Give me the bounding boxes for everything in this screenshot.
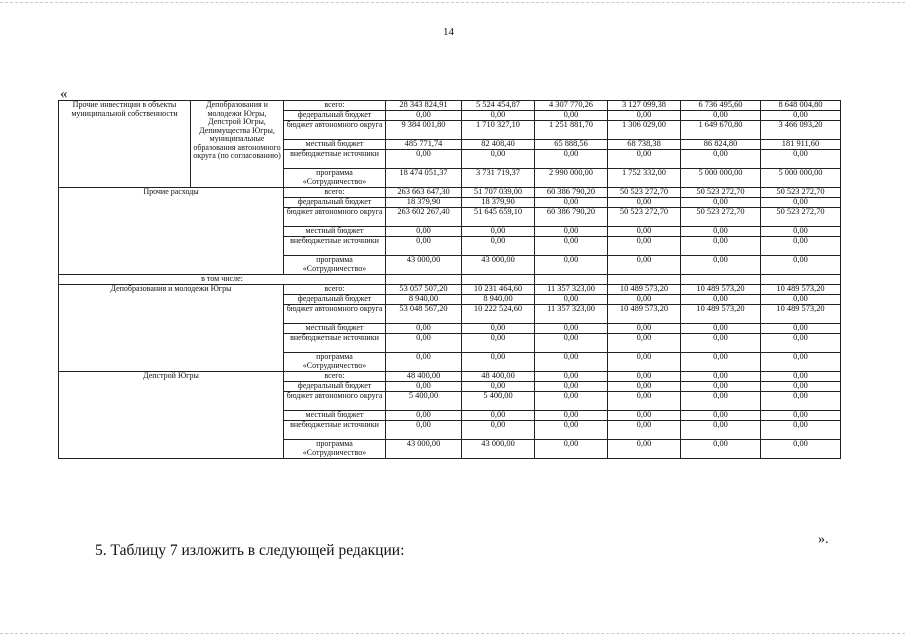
value-cell: 43 000,00 bbox=[386, 256, 462, 275]
executor-cell: Депобразования и молодежи Югры, Депстрой Югры, Депимущества Югры, муниципальные образования автономного округа (по согласованию) bbox=[191, 101, 284, 188]
including-row bbox=[59, 275, 841, 285]
source-label-cell: программа «Сотрудничество» bbox=[284, 169, 386, 188]
value-cell: 0,00 bbox=[386, 237, 462, 256]
value-cell: 4 307 770,26 bbox=[535, 101, 608, 111]
value-cell: 0,00 bbox=[681, 421, 761, 440]
value-cell: 1 251 881,70 bbox=[535, 121, 608, 140]
value-cell: 0,00 bbox=[761, 353, 841, 372]
value-cell: 0,00 bbox=[681, 334, 761, 353]
value-cell: 0,00 bbox=[535, 440, 608, 459]
table-row bbox=[59, 188, 841, 198]
value-cell: 0,00 bbox=[386, 353, 462, 372]
value-cell: 0,00 bbox=[535, 411, 608, 421]
source-label-cell: федеральный бюджет bbox=[284, 111, 386, 121]
value-cell: 0,00 bbox=[462, 227, 535, 237]
value-cell: 68 738,38 bbox=[608, 140, 681, 150]
value-cell: 60 386 790,20 bbox=[535, 188, 608, 198]
empty-cell bbox=[608, 275, 681, 285]
value-cell: 82 408,40 bbox=[462, 140, 535, 150]
value-cell: 0,00 bbox=[462, 237, 535, 256]
value-cell: 0,00 bbox=[386, 382, 462, 392]
source-label-cell: бюджет автономного округа bbox=[284, 208, 386, 227]
value-cell: 0,00 bbox=[761, 198, 841, 208]
value-cell: 5 000 000,00 bbox=[681, 169, 761, 188]
value-cell: 0,00 bbox=[761, 111, 841, 121]
empty-cell bbox=[761, 275, 841, 285]
value-cell: 0,00 bbox=[681, 198, 761, 208]
closing-quote: ». bbox=[818, 532, 829, 547]
value-cell: 0,00 bbox=[608, 237, 681, 256]
value-cell: 50 523 272,70 bbox=[608, 208, 681, 227]
source-label-cell: внебюджетные источники bbox=[284, 334, 386, 353]
value-cell: 3 731 719,37 bbox=[462, 169, 535, 188]
source-label-cell: бюджет автономного округа bbox=[284, 392, 386, 411]
source-label-cell: программа «Сотрудничество» bbox=[284, 440, 386, 459]
value-cell: 0,00 bbox=[608, 440, 681, 459]
value-cell: 0,00 bbox=[535, 382, 608, 392]
value-cell: 0,00 bbox=[608, 324, 681, 334]
instruction-text: 5. Таблицу 7 изложить в следующей редакции: bbox=[95, 542, 405, 559]
table-row bbox=[59, 285, 841, 295]
value-cell: 10 489 573,20 bbox=[681, 285, 761, 295]
value-cell: 0,00 bbox=[681, 227, 761, 237]
value-cell: 50 523 272,70 bbox=[608, 188, 681, 198]
source-label-cell: внебюджетные источники bbox=[284, 421, 386, 440]
value-cell: 11 357 323,00 bbox=[535, 305, 608, 324]
table-row bbox=[59, 101, 841, 111]
value-cell: 48 400,00 bbox=[462, 372, 535, 382]
value-cell: 60 386 790,20 bbox=[535, 208, 608, 227]
value-cell: 263 602 267,40 bbox=[386, 208, 462, 227]
value-cell: 0,00 bbox=[462, 411, 535, 421]
value-cell: 0,00 bbox=[535, 256, 608, 275]
value-cell: 0,00 bbox=[681, 150, 761, 169]
source-label-cell: федеральный бюджет bbox=[284, 382, 386, 392]
value-cell: 53 057 507,20 bbox=[386, 285, 462, 295]
value-cell: 50 523 272,70 bbox=[681, 188, 761, 198]
value-cell: 10 489 573,20 bbox=[761, 285, 841, 295]
value-cell: 0,00 bbox=[386, 421, 462, 440]
value-cell: 0,00 bbox=[535, 198, 608, 208]
value-cell: 0,00 bbox=[608, 392, 681, 411]
value-cell: 0,00 bbox=[608, 111, 681, 121]
value-cell: 0,00 bbox=[681, 256, 761, 275]
budget-table-wrap bbox=[58, 100, 840, 459]
scan-edge-top bbox=[0, 2, 905, 4]
source-label-cell: программа «Сотрудничество» bbox=[284, 256, 386, 275]
value-cell: 50 523 272,70 bbox=[681, 208, 761, 227]
including-label: в том числе: bbox=[59, 275, 386, 285]
section-title-cell: Прочие расходы bbox=[59, 188, 284, 275]
value-cell: 1 649 670,80 bbox=[681, 121, 761, 140]
value-cell: 0,00 bbox=[761, 256, 841, 275]
value-cell: 43 000,00 bbox=[462, 440, 535, 459]
empty-cell bbox=[535, 275, 608, 285]
value-cell: 1 752 332,00 bbox=[608, 169, 681, 188]
value-cell: 10 489 573,20 bbox=[681, 305, 761, 324]
value-cell: 0,00 bbox=[535, 421, 608, 440]
value-cell: 10 489 573,20 bbox=[761, 305, 841, 324]
value-cell: 0,00 bbox=[608, 198, 681, 208]
value-cell: 10 222 524,60 bbox=[462, 305, 535, 324]
value-cell: 0,00 bbox=[386, 111, 462, 121]
value-cell: 0,00 bbox=[535, 353, 608, 372]
value-cell: 9 384 001,80 bbox=[386, 121, 462, 140]
value-cell: 0,00 bbox=[608, 256, 681, 275]
value-cell: 0,00 bbox=[681, 411, 761, 421]
value-cell: 0,00 bbox=[535, 150, 608, 169]
value-cell: 5 400,00 bbox=[386, 392, 462, 411]
value-cell: 0,00 bbox=[535, 111, 608, 121]
budget-table bbox=[58, 100, 841, 459]
value-cell: 18 379,90 bbox=[462, 198, 535, 208]
value-cell: 0,00 bbox=[681, 440, 761, 459]
value-cell: 53 048 567,20 bbox=[386, 305, 462, 324]
value-cell: 263 663 647,30 bbox=[386, 188, 462, 198]
value-cell: 0,00 bbox=[681, 382, 761, 392]
value-cell: 10 489 573,20 bbox=[608, 285, 681, 295]
value-cell: 43 000,00 bbox=[386, 440, 462, 459]
value-cell: 0,00 bbox=[681, 237, 761, 256]
value-cell: 0,00 bbox=[761, 421, 841, 440]
value-cell: 48 400,00 bbox=[386, 372, 462, 382]
value-cell: 0,00 bbox=[386, 150, 462, 169]
value-cell: 0,00 bbox=[608, 334, 681, 353]
value-cell: 0,00 bbox=[761, 392, 841, 411]
value-cell: 51 707 039,00 bbox=[462, 188, 535, 198]
source-label-cell: местный бюджет bbox=[284, 227, 386, 237]
empty-cell bbox=[681, 275, 761, 285]
value-cell: 0,00 bbox=[535, 334, 608, 353]
value-cell: 0,00 bbox=[761, 150, 841, 169]
source-label-cell: федеральный бюджет bbox=[284, 295, 386, 305]
value-cell: 0,00 bbox=[462, 111, 535, 121]
value-cell: 485 771,74 bbox=[386, 140, 462, 150]
value-cell: 43 000,00 bbox=[462, 256, 535, 275]
value-cell: 0,00 bbox=[681, 353, 761, 372]
source-label-cell: внебюджетные источники bbox=[284, 237, 386, 256]
page-number: 14 bbox=[443, 26, 454, 38]
value-cell: 10 489 573,20 bbox=[608, 305, 681, 324]
value-cell: 18 379,90 bbox=[386, 198, 462, 208]
value-cell: 65 888,56 bbox=[535, 140, 608, 150]
budget-table-body bbox=[59, 101, 841, 459]
value-cell: 0,00 bbox=[761, 372, 841, 382]
value-cell: 0,00 bbox=[462, 353, 535, 372]
value-cell: 0,00 bbox=[761, 382, 841, 392]
value-cell: 2 990 000,00 bbox=[535, 169, 608, 188]
value-cell: 50 523 272,70 bbox=[761, 188, 841, 198]
value-cell: 0,00 bbox=[608, 353, 681, 372]
source-label-cell: всего: bbox=[284, 101, 386, 111]
value-cell: 8 940,00 bbox=[462, 295, 535, 305]
value-cell: 8 940,00 bbox=[386, 295, 462, 305]
source-label-cell: местный бюджет bbox=[284, 324, 386, 334]
value-cell: 0,00 bbox=[681, 372, 761, 382]
value-cell: 8 648 004,80 bbox=[761, 101, 841, 111]
value-cell: 5 524 454,87 bbox=[462, 101, 535, 111]
value-cell: 5 400,00 bbox=[462, 392, 535, 411]
value-cell: 86 824,80 bbox=[681, 140, 761, 150]
value-cell: 1 306 029,00 bbox=[608, 121, 681, 140]
value-cell: 0,00 bbox=[386, 324, 462, 334]
source-label-cell: местный бюджет bbox=[284, 411, 386, 421]
value-cell: 0,00 bbox=[761, 324, 841, 334]
value-cell: 11 357 323,00 bbox=[535, 285, 608, 295]
section-title-cell: Депстрой Югры bbox=[59, 372, 284, 459]
value-cell: 0,00 bbox=[761, 411, 841, 421]
value-cell: 0,00 bbox=[386, 227, 462, 237]
value-cell: 0,00 bbox=[608, 382, 681, 392]
empty-cell bbox=[462, 275, 535, 285]
empty-cell bbox=[386, 275, 462, 285]
value-cell: 0,00 bbox=[462, 382, 535, 392]
value-cell: 3 127 099,38 bbox=[608, 101, 681, 111]
table-row bbox=[59, 372, 841, 382]
value-cell: 0,00 bbox=[761, 237, 841, 256]
source-label-cell: бюджет автономного округа bbox=[284, 121, 386, 140]
value-cell: 0,00 bbox=[761, 440, 841, 459]
source-label-cell: всего: bbox=[284, 372, 386, 382]
source-label-cell: внебюджетные источники bbox=[284, 150, 386, 169]
value-cell: 0,00 bbox=[681, 295, 761, 305]
value-cell: 0,00 bbox=[462, 324, 535, 334]
value-cell: 51 645 659,10 bbox=[462, 208, 535, 227]
value-cell: 0,00 bbox=[761, 227, 841, 237]
source-label-cell: программа «Сотрудничество» bbox=[284, 353, 386, 372]
value-cell: 0,00 bbox=[462, 150, 535, 169]
activity-cell: Прочие инвестиции в объекты муниципальной собственности bbox=[59, 101, 191, 188]
value-cell: 10 231 464,60 bbox=[462, 285, 535, 295]
value-cell: 0,00 bbox=[386, 334, 462, 353]
value-cell: 0,00 bbox=[608, 411, 681, 421]
source-label-cell: федеральный бюджет bbox=[284, 198, 386, 208]
value-cell: 0,00 bbox=[535, 227, 608, 237]
value-cell: 5 000 000,00 bbox=[761, 169, 841, 188]
source-label-cell: бюджет автономного округа bbox=[284, 305, 386, 324]
source-label-cell: местный бюджет bbox=[284, 140, 386, 150]
value-cell: 0,00 bbox=[608, 372, 681, 382]
value-cell: 0,00 bbox=[386, 411, 462, 421]
value-cell: 0,00 bbox=[608, 150, 681, 169]
source-label-cell: всего: bbox=[284, 285, 386, 295]
source-label-cell: всего: bbox=[284, 188, 386, 198]
value-cell: 0,00 bbox=[761, 295, 841, 305]
value-cell: 0,00 bbox=[535, 372, 608, 382]
value-cell: 0,00 bbox=[681, 392, 761, 411]
section-title-cell: Депобразования и молодежи Югры bbox=[59, 285, 284, 372]
value-cell: 0,00 bbox=[535, 237, 608, 256]
value-cell: 28 343 824,91 bbox=[386, 101, 462, 111]
value-cell: 0,00 bbox=[535, 392, 608, 411]
value-cell: 181 911,60 bbox=[761, 140, 841, 150]
value-cell: 0,00 bbox=[535, 324, 608, 334]
opening-quote: « bbox=[60, 86, 68, 102]
value-cell: 0,00 bbox=[761, 334, 841, 353]
value-cell: 18 474 051,37 bbox=[386, 169, 462, 188]
value-cell: 0,00 bbox=[462, 421, 535, 440]
value-cell: 1 710 327,10 bbox=[462, 121, 535, 140]
value-cell: 0,00 bbox=[608, 227, 681, 237]
value-cell: 3 466 093,20 bbox=[761, 121, 841, 140]
value-cell: 0,00 bbox=[462, 334, 535, 353]
value-cell: 50 523 272,70 bbox=[761, 208, 841, 227]
value-cell: 0,00 bbox=[681, 111, 761, 121]
value-cell: 6 736 495,60 bbox=[681, 101, 761, 111]
value-cell: 0,00 bbox=[608, 295, 681, 305]
value-cell: 0,00 bbox=[608, 421, 681, 440]
value-cell: 0,00 bbox=[535, 295, 608, 305]
scan-edge-bottom bbox=[0, 633, 905, 635]
value-cell: 0,00 bbox=[681, 324, 761, 334]
